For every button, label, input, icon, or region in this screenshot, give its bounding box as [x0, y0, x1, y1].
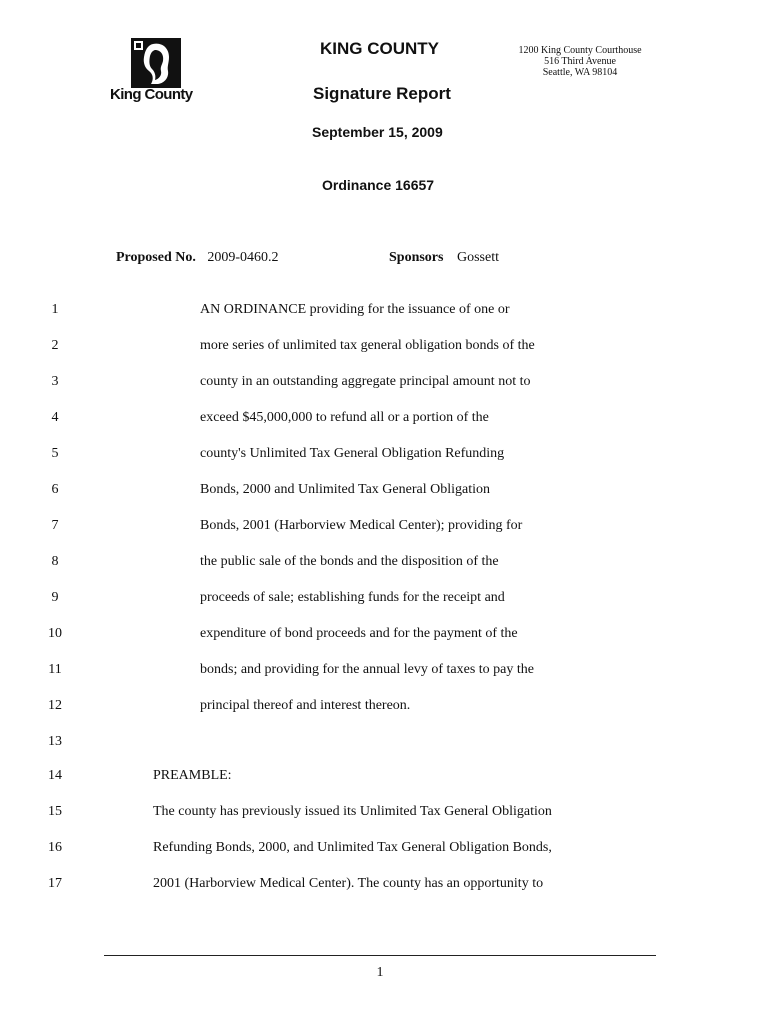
line-text: exceed $45,000,000 to refund all or a portion of the [200, 410, 489, 425]
footer-divider [104, 955, 656, 956]
line-text: proceeds of sale; establishing funds for the receipt and [200, 590, 505, 605]
line-number: 1 [51, 302, 59, 317]
line-number: 15 [48, 804, 62, 819]
line-text: The county has previously issued its Unlimited Tax General Obligation [153, 804, 552, 819]
line-number: 16 [48, 840, 62, 855]
line-number: 9 [51, 590, 59, 605]
line-text: AN ORDINANCE providing for the issuance of one or [200, 302, 510, 317]
line-number: 3 [51, 374, 59, 389]
line-text: the public sale of the bonds and the disposition of the [200, 554, 499, 569]
line-number: 2 [51, 338, 59, 353]
proposed-value: 2009-0460.2 [207, 250, 279, 265]
line-text: principal thereof and interest thereon. [200, 698, 411, 713]
report-title: Signature Report [313, 84, 451, 103]
king-county-logo-icon [131, 38, 181, 88]
line-text: more series of unlimited tax general obligation bonds of the [200, 338, 535, 353]
line-number: 12 [48, 698, 62, 713]
sponsors-value: Gossett [456, 250, 499, 265]
address-block [506, 45, 654, 78]
sponsors-label: Sponsors [389, 250, 444, 265]
preamble-heading: PREAMBLE: [153, 768, 232, 783]
line-number: 17 [48, 876, 62, 891]
line-number: 7 [51, 518, 59, 533]
sponsors [389, 250, 499, 266]
line-text: expenditure of bond proceeds and for the payment of the [200, 626, 518, 641]
line-number: 8 [51, 554, 59, 569]
line-text: 2001 (Harborview Medical Center). The county has an opportunity to [153, 876, 544, 891]
line-text: Bonds, 2001 (Harborview Medical Center); providing for [200, 518, 523, 533]
page-number: 1 [376, 965, 384, 980]
address-line: Seattle, WA 98104 [542, 67, 618, 78]
line-number: 6 [51, 482, 59, 497]
line-text: county's Unlimited Tax General Obligation Refunding [200, 446, 505, 461]
line-number: 10 [48, 626, 62, 641]
proposed-number [116, 250, 279, 266]
line-number: 4 [51, 410, 59, 425]
line-text: county in an outstanding aggregate principal amount not to [200, 374, 531, 389]
report-date: September 15, 2009 [312, 124, 443, 140]
line-text: Refunding Bonds, 2000, and Unlimited Tax General Obligation Bonds, [153, 840, 552, 855]
line-text: bonds; and providing for the annual levy of taxes to pay the [200, 662, 534, 677]
line-text: Bonds, 2000 and Unlimited Tax General Obligation [200, 482, 490, 497]
ordinance-number: Ordinance 16657 [322, 177, 435, 193]
line-number: 5 [51, 446, 59, 461]
county-title: KING COUNTY [320, 39, 439, 58]
line-number: 14 [48, 768, 62, 783]
proposed-label: Proposed No. [116, 250, 196, 265]
address-line: 1200 King County Courthouse [518, 45, 642, 56]
line-number: 13 [48, 734, 62, 749]
address-line: 516 Third Avenue [544, 56, 616, 67]
logo-text: King County [110, 86, 193, 103]
line-number: 11 [48, 662, 62, 677]
